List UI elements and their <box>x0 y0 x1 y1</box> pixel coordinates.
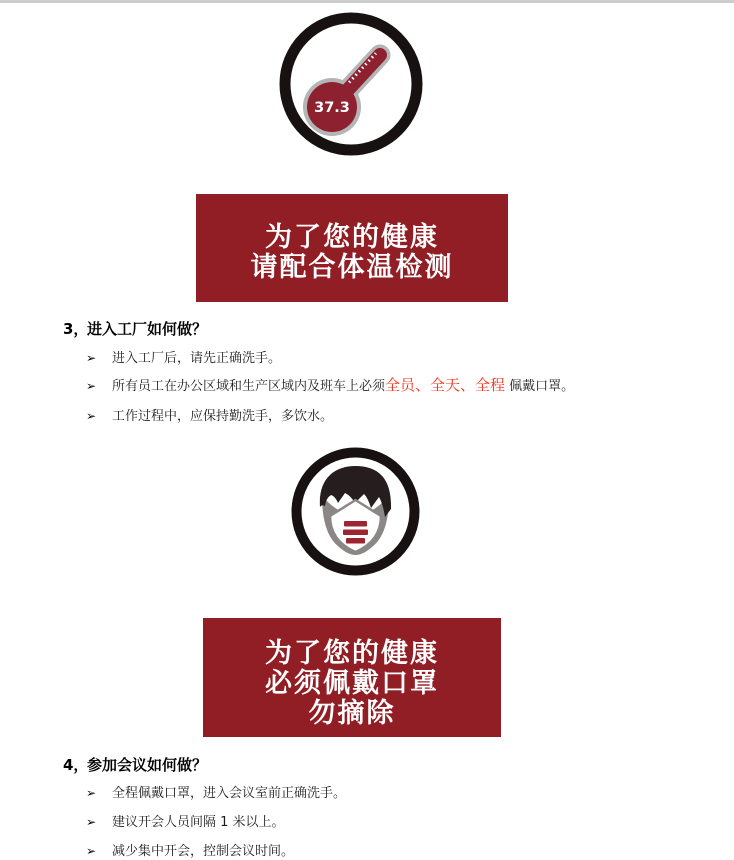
bullet-arrow-icon: ➢ <box>86 409 97 423</box>
window-top-edge <box>0 0 734 3</box>
bullet-arrow-icon: ➢ <box>86 815 97 829</box>
bullet-text: 工作过程中，应保持勤洗手，多饮水。 <box>112 409 334 424</box>
section-heading-factory <box>63 318 207 339</box>
thermometer-icon <box>277 10 425 158</box>
bullet-text: 全程佩戴口罩，进入会议室前正确洗手。 <box>112 786 347 801</box>
emphasis-text: 全员、全天、全程 <box>385 376 506 394</box>
section-number: 3， <box>63 320 89 338</box>
section-title: 进入工厂如何做？ <box>87 320 208 338</box>
bullet-text: 所有员工在办公区域和生产区域内及班车上必须全员、全天、全程 佩戴口罩。 <box>112 376 575 394</box>
banner-line: 为了您的健康 <box>265 222 439 253</box>
bullet-arrow-icon: ➢ <box>86 351 97 365</box>
banner-line: 必须佩戴口罩 <box>265 667 439 699</box>
bullet-item <box>86 377 574 395</box>
section-number: 4， <box>63 756 89 774</box>
bullet-arrow-icon: ➢ <box>86 379 97 393</box>
bullet-arrow-icon: ➢ <box>86 844 97 858</box>
face-mask-icon <box>288 444 423 579</box>
banner-line: 为了您的健康 <box>265 637 439 669</box>
bullet-item <box>86 349 281 367</box>
temperature-reading: 37.3 <box>314 100 350 116</box>
bullet-item <box>86 813 285 831</box>
bullet-arrow-icon: ➢ <box>86 786 97 800</box>
bullet-text: 进入工厂后，请先正确洗手。 <box>112 351 282 366</box>
section-title: 参加会议如何做？ <box>87 756 208 774</box>
bullet-text: 减少集中开会，控制会议时间。 <box>112 844 295 859</box>
banner-line: 勿摘除 <box>308 697 396 729</box>
bullet-text: 建议开会人员间隔 1 米以上。 <box>112 815 285 830</box>
banner-line: 请配合体温检测 <box>250 252 454 283</box>
bullet-item <box>86 784 346 802</box>
temperature-banner <box>196 194 508 302</box>
bullet-item <box>86 842 294 860</box>
bullet-item <box>86 407 333 425</box>
section-heading-meeting <box>63 754 207 775</box>
mask-banner <box>203 618 501 737</box>
